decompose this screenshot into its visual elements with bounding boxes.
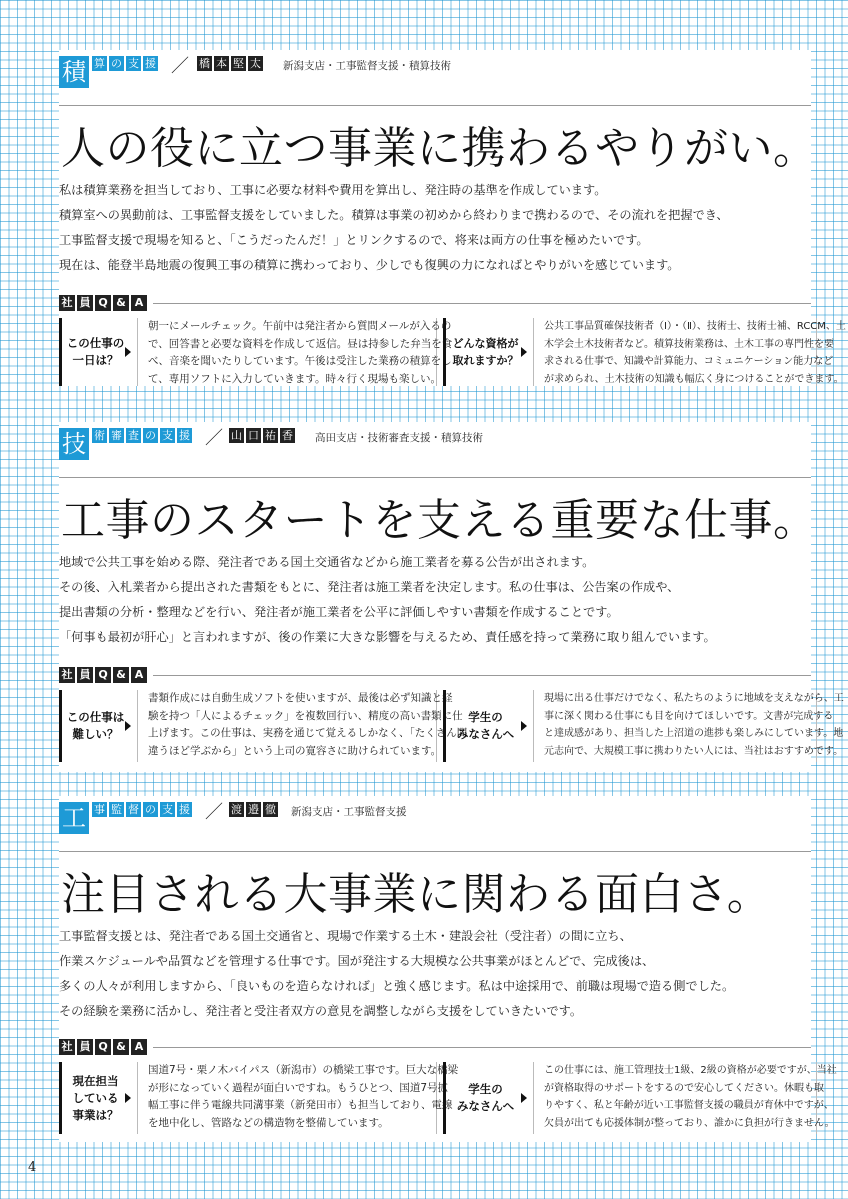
arrow-right-icon bbox=[521, 347, 527, 357]
answer-box: 朝一にメールチェック。午前中は発注者から質問メールが入るの で、回答書と必要な資料を作成して返信。昼は持参した弁当を食 べ、音楽を聞いたりしています。午後は受注した業務の積算をし て、専用ソフトに入力していきます。時々行く現場も楽しい。 bbox=[137, 318, 437, 386]
section-koji-kantoku bbox=[59, 796, 837, 1142]
qa-row bbox=[59, 690, 844, 762]
answer-box: 国道7号・栗ノ木バイパス（新潟市）の橋梁工事です。巨大な橋梁 が形になっていく過程が面白いですね。もうひとつ、国道7号拡 幅工事に伴う電線共同溝事業（新発田市）も担当しており、電線 を地中化し、管路などの構造物を整備しています。 bbox=[137, 1062, 437, 1134]
separator-slash: ／ bbox=[171, 56, 189, 77]
question-box: 学生の みなさんへ bbox=[443, 1062, 525, 1134]
question-box: この仕事は 難しい？ bbox=[59, 690, 129, 762]
divider bbox=[59, 851, 811, 852]
section-gijutsu-shinsa bbox=[59, 422, 844, 772]
arrow-right-icon bbox=[125, 721, 131, 731]
department-label: 新潟支店・工事監督支援・積算技術 bbox=[283, 60, 451, 72]
question-box: 現在担当 している 事業は？ bbox=[59, 1062, 129, 1134]
answer-box: 公共工事品質確保技術者（Ⅰ）・（Ⅱ）、技術士、技術士補、RCCM、土 木学会土木技術者など。積算技術業務は、土木工事の専門性を要 求される仕事で、知識や計算能力、コミュニケーション能力など が求められ、土木技術の知識も幅広く身につけることができます。 bbox=[533, 318, 817, 386]
body-text: 工事監督支援とは、発注者である国土交通省と、現場で作業する土木・建設会社（受注者）の間に立ち、 作業スケジュールや品質などを管理する仕事です。国が発注する大規模な公共事業がほとんどで、完成後は、 多くの人々が利用しますから、「良いものを造らなければ」と強く感じます。私は中途採用で、前職は現場で造る側でした。 その経験を業務に活かし、発注者と受注者双方の意見を調整しながら支援をしていきたいです。 bbox=[59, 929, 735, 1018]
question-box: どんな資格が 取れますか？ bbox=[443, 318, 525, 386]
department-label: 新潟支店・工事監督支援 bbox=[291, 806, 407, 818]
body-text: 地域で公共工事を始める際、発注者である国土交通省などから施工業者を募る公告が出されます。 その後、入札業者から提出された書類をもとに、発注者は施工業者を決定します。私の仕事は、公告案の作成や、 提出書類の分析・整理などを行い、発注者が施工業者を公平に評価しやすい書類を作成することです。 「何事も最初が肝心」と言われますが、後の作業に大きな影響を与えるため、責任感を持って業務に取り組んでいます。 bbox=[59, 555, 716, 644]
divider bbox=[59, 477, 811, 478]
headline: 人の役に立つ事業に携わるやりがい。 bbox=[61, 123, 818, 174]
answer-box: 書類作成には自動生成ソフトを使いますが、最後は必ず知識と経 験を持つ「人によるチェック」を複数回行い、精度の高い書類に仕 上げます。この仕事は、実務を通じて覚えるしかなく、「たくさん間 違うほど学ぶから」という上司の寛容さに助けられています。 bbox=[137, 690, 437, 762]
section-initial: 技 bbox=[59, 428, 89, 460]
arrow-right-icon bbox=[125, 1093, 131, 1103]
separator-slash: ／ bbox=[205, 802, 223, 823]
qa-item bbox=[59, 1062, 459, 1134]
question-box: 学生の みなさんへ bbox=[443, 690, 525, 762]
qa-rule bbox=[153, 303, 811, 304]
divider bbox=[59, 105, 811, 106]
qa-label: 社 員 Q & A bbox=[59, 295, 811, 311]
qa-item bbox=[443, 690, 844, 762]
qa-rule bbox=[153, 1047, 811, 1048]
qa-item bbox=[59, 318, 453, 386]
department-label: 高田支店・技術審査支援・積算技術 bbox=[315, 432, 483, 444]
arrow-right-icon bbox=[125, 347, 131, 357]
headline: 注目される大事業に関わる面白さ。 bbox=[61, 869, 772, 920]
section-initial: 工 bbox=[59, 802, 89, 834]
qa-rule bbox=[153, 675, 811, 676]
answer-box: 現場に出る仕事だけでなく、私たちのように地域を支えながら、工 事に深く関わる仕事にも目を向けてほしいです。文書が完成する と達成感があり、担当した上沼道の進捗も楽しみにしています。地 元志向で、大規模工事に携わりたい人には、当社はおすすめです。 bbox=[533, 690, 817, 762]
employee-name: 橋 本 堅 太 bbox=[199, 57, 261, 70]
section-sekisan bbox=[59, 50, 846, 386]
qa-row bbox=[59, 1062, 837, 1134]
page-number: 4 bbox=[28, 1160, 37, 1175]
qa-item bbox=[443, 318, 846, 386]
category-title: 算 の 支 援 bbox=[94, 57, 156, 70]
category-title: 術 審 査 の 支 援 bbox=[94, 429, 190, 442]
qa-label: 社 員 Q & A bbox=[59, 667, 811, 683]
arrow-right-icon bbox=[521, 1093, 527, 1103]
qa-item bbox=[443, 1062, 837, 1134]
employee-name: 山 口 祐 香 bbox=[231, 429, 293, 442]
answer-box: この仕事には、施工管理技士1級、2級の資格が必要ですが、当社 が資格取得のサポートをするので安心してください。休暇も取 りやすく、私と年齢が近い工事監督支援の職員が育休中ですが、 欠員が出ても応援体制が整っており、誰かに負担が行きません。 bbox=[533, 1062, 817, 1134]
employee-name: 渡 邉 徹 bbox=[231, 803, 276, 816]
category-title: 事 監 督 の 支 援 bbox=[94, 803, 190, 816]
qa-row bbox=[59, 318, 846, 386]
qa-label: 社 員 Q & A bbox=[59, 1039, 811, 1055]
qa-item bbox=[59, 690, 468, 762]
separator-slash: ／ bbox=[205, 428, 223, 449]
headline: 工事のスタートを支える重要な仕事。 bbox=[61, 495, 818, 546]
arrow-right-icon bbox=[521, 721, 527, 731]
body-text: 私は積算業務を担当しており、工事に必要な材料や費用を算出し、発注時の基準を作成しています。 積算室への異動前は、工事監督支援をしていました。積算は事業の初めから終わりまで携わるので、その流れを把握でき、 工事監督支援で現場を知ると、「こうだったんだ！」とリンクするので、将来は両方の仕事を極めたいです。 現在は、能登半島地震の復興工事の積算に携わっており、少しでも復興の力になればとやりがいを感じています。 bbox=[59, 183, 729, 272]
question-box: この仕事の 一日は？ bbox=[59, 318, 129, 386]
section-initial: 積 bbox=[59, 56, 89, 88]
